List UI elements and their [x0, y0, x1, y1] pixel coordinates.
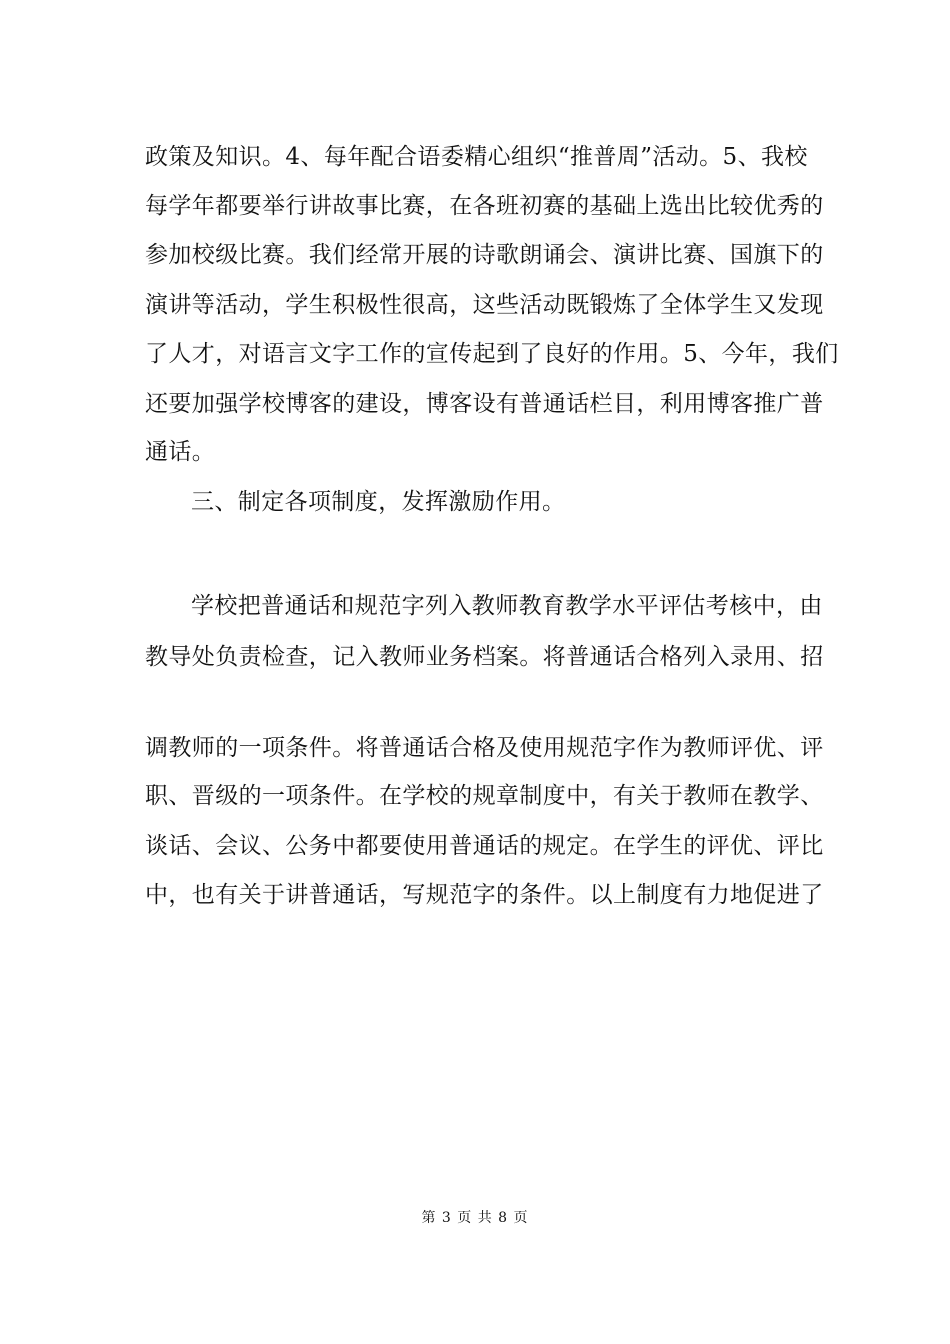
text-line: 职、晋级的一项条件。在学校的规章制度中，有关于教师在教学、: [145, 783, 824, 809]
page-number: 第 3 页 共 8 页: [421, 1210, 529, 1226]
text-line: 中，也有关于讲普通话，写规范字的条件。以上制度有力地促进了: [145, 882, 824, 908]
text-line: 演讲等活动，学生积极性很高，这些活动既锻炼了全体学生又发现: [145, 292, 824, 318]
text-line: 政策及知识。4、每年配合语委精心组织“推普周”活动。5、我校: [145, 144, 808, 170]
text-line: 每学年都要举行讲故事比赛，在各班初赛的基础上选出比较优秀的: [145, 193, 824, 219]
text-line: 了人才，对语言文字工作的宣传起到了良好的作用。5、今年，我们: [145, 341, 839, 367]
text-line: 参加校级比赛。我们经常开展的诗歌朗诵会、演讲比赛、国旗下的: [145, 242, 824, 268]
text-line: 还要加强学校博客的建设，博客设有普通话栏目，利用博客推广普: [145, 391, 824, 417]
text-line: 谈话、会议、公务中都要使用普通话的规定。在学生的评优、评比: [145, 833, 824, 859]
text-line: 通话。: [145, 439, 216, 465]
text-line: 调教师的一项条件。将普通话合格及使用规范字作为教师评优、评: [145, 735, 824, 761]
paragraph-first-line: 学校把普通话和规范字列入教师教育教学水平评估考核中，由: [191, 593, 823, 619]
text-line: 教导处负责检查，记入教师业务档案。将普通话合格列入录用、招: [145, 644, 824, 670]
section-heading: 三、制定各项制度，发挥激励作用。: [191, 489, 566, 515]
